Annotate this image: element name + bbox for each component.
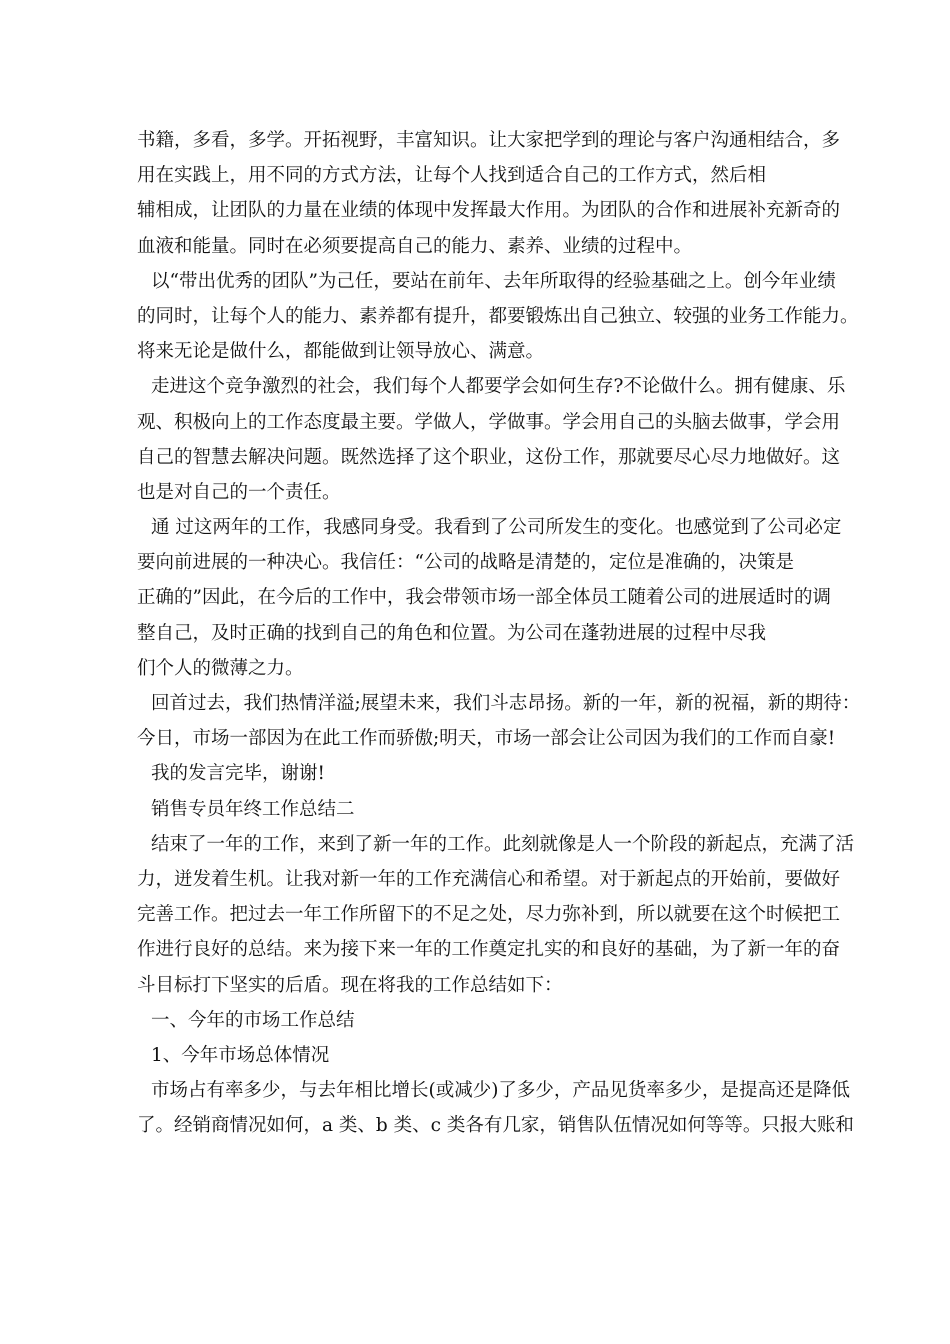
text-line: 一、今年的市场工作总结 [151, 1009, 355, 1031]
text-line: 整自己，及时正确的找到自己的角色和位置。为公司在蓬勃进展的过程中尽我 [137, 622, 767, 644]
text-line: 作进行良好的总结。来为接下来一年的工作奠定扎实的和良好的基础，为了新一年的奋 [137, 939, 841, 961]
text-line: 观、积极向上的工作态度最主要。学做人，学做事。学会用自己的头脑去做事，学会用 [137, 411, 841, 433]
text-line: 市场占有率多少，与去年相比增长(或减少)了多少，产品见货率多少，是提高还是降低 [151, 1080, 850, 1102]
text-line: 以“带出优秀的团队”为己任，要站在前年、去年所取得的经验基础之上。创今年业绩 [151, 270, 836, 292]
text-line: 走进这个竞争激烈的社会，我们每个人都要学会如何生存?不论做什么。拥有健康、乐 [151, 376, 846, 398]
text-line: 斗目标打下坚实的后盾。现在将我的工作总结如下： [137, 974, 563, 996]
text-line: 今日，市场一部因为在此工作而骄傲;明天，市场一部会让公司因为我们的工作而自豪! [137, 728, 836, 750]
text-line: 1、今年市场总体情况 [151, 1044, 330, 1066]
text-line: 完善工作。把过去一年工作所留下的不足之处，尽力弥补到，所以就要在这个时候把工 [137, 904, 841, 926]
text-line: 结束了一年的工作，来到了新一年的工作。此刻就像是人一个阶段的新起点，充满了活 [151, 833, 855, 855]
text-line: 也是对自己的一个责任。 [137, 481, 341, 503]
document-body [137, 123, 897, 1143]
text-line: 我的发言完毕，谢谢! [151, 763, 325, 785]
text-line: 正确的”因此，在今后的工作中，我会带领市场一部全体员工随着公司的进展适时的调 [137, 587, 831, 609]
text-line: 通 过这两年的工作，我感同身受。我看到了公司所发生的变化。也感觉到了公司必定 [151, 517, 842, 539]
text-line: 回首过去，我们热情洋溢;展望未来，我们斗志昂扬。新的一年，新的祝福，新的期待： [151, 693, 861, 714]
text-line: 血液和能量。同时在必须要提高自己的能力、素养、业绩的过程中。 [137, 235, 693, 257]
text-line: 销售专员年终工作总结二 [151, 798, 355, 820]
text-line: 将来无论是做什么，都能做到让领导放心、满意。 [137, 341, 545, 363]
text-line: 用在实践上，用不同的方式方法，让每个人找到适合自己的工作方式，然后相 [137, 165, 767, 187]
text-line: 力，迸发着生机。让我对新一年的工作充满信心和希望。对于新起点的开始前，要做好 [137, 868, 841, 890]
text-line: 要向前进展的一种决心。我信任：“公司的战略是清楚的，定位是准确的，决策是 [137, 552, 794, 574]
text-line: 们个人的微薄之力。 [137, 657, 304, 679]
text-line: 书籍，多看，多学。开拓视野，丰富知识。让大家把学到的理论与客户沟通相结合，多 [137, 130, 841, 151]
text-line: 自己的智慧去解决问题。既然选择了这个职业，这份工作，那就要尽心尽力地做好。这 [137, 446, 841, 468]
text-line: 辅相成，让团队的力量在业绩的体现中发挥最大作用。为团队的合作和进展补充新奇的 [137, 200, 841, 222]
text-line: 的同时，让每个人的能力、素养都有提升，都要锻炼出自己独立、较强的业务工作能力。 [137, 305, 859, 327]
text-line: 了。经销商情况如何，a 类、b 类、c 类各有几家，销售队伍情况如何等等。只报大账和 [137, 1115, 854, 1137]
